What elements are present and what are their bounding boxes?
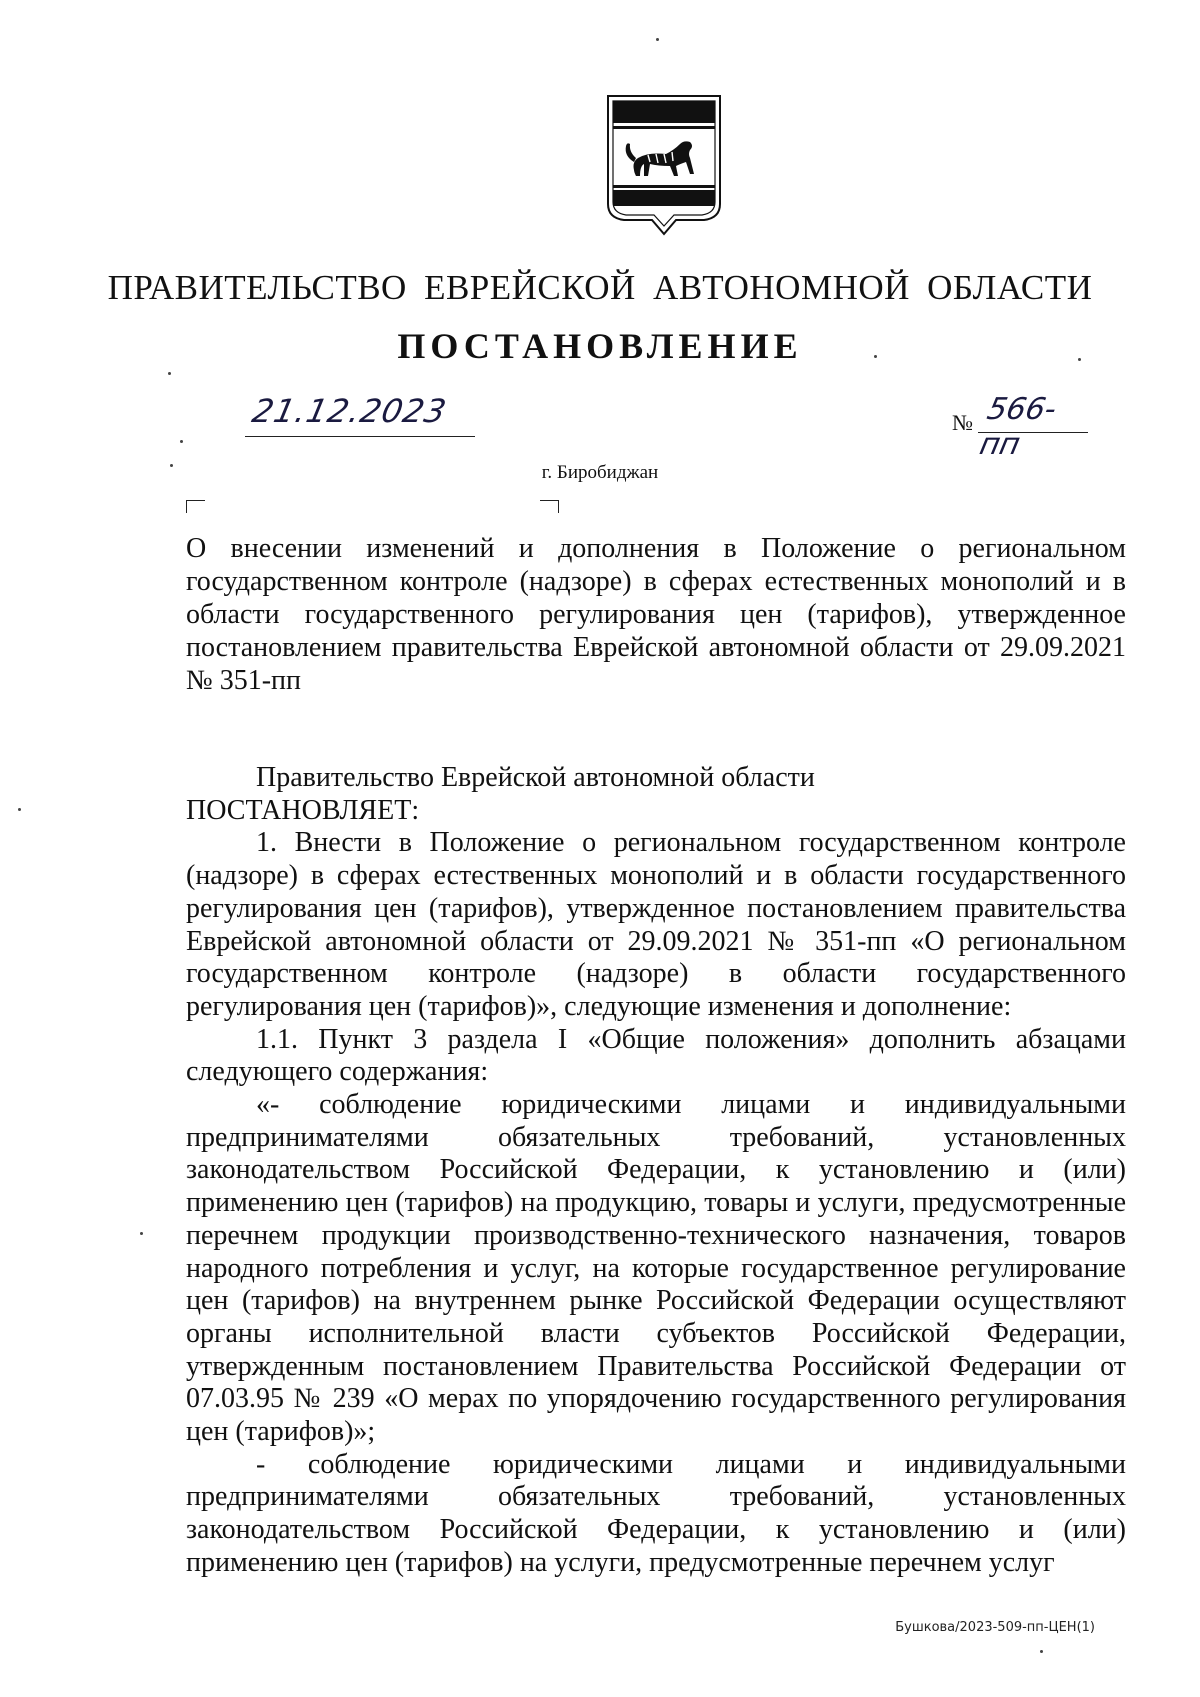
left-corner-mark — [186, 500, 205, 513]
handwritten-date — [245, 392, 475, 437]
quote-paragraph-2: - соблюдение юридическими лицами и индивидуальными предпринимателями обязательных требований, установленных законодательством Российской Федерации, к установлению и (или) применению цен (тарифов) на услуги, предусмотренные перечнем услуг — [186, 1448, 1126, 1578]
item-1-1: 1.1. Пункт 3 раздела I «Общие положения» дополнить абзацами следующего содержания: — [186, 1023, 1126, 1088]
resolves-heading: ПОСТАНОВЛЯЕТ: — [186, 794, 420, 826]
intro-paragraph: Правительство Еврейской автономной области — [256, 762, 815, 793]
scan-speck — [180, 440, 183, 443]
scan-speck — [18, 808, 21, 811]
date-value: 21.12.2023 — [248, 392, 451, 430]
right-corner-mark — [540, 500, 559, 513]
document-type-heading: ПОСТАНОВЛЕНИЕ — [397, 326, 803, 366]
document-subject: О внесении изменений и дополнения в Положение о региональном государственном контроле (надзоре) в сферах естественных монополий и в области государственного регулирования цен (тарифов), утвержденное постановлением правительства Еврейской автономной области от 29.09.2021 № 351-пп — [186, 533, 1126, 696]
number-label: № — [952, 410, 973, 435]
scan-speck — [874, 355, 877, 358]
scan-speck — [1040, 1650, 1043, 1653]
item-1: 1. Внести в Положение о региональном государственном контроле (надзоре) в сферах естественных монополий и в области государственного регулирования цен (тарифов), утвержденное постановлением правительства Еврейской автономной области от 29.09.2021 № 351-пп «О региональном государственном контроле (надзоре) в области государственного регулирования цен (тарифов)», следующие изменения и дополнение: — [186, 827, 1126, 1022]
handwritten-number — [976, 392, 1088, 462]
document-body — [186, 762, 1126, 1580]
scan-speck — [140, 1232, 143, 1235]
scan-speck — [170, 464, 173, 467]
scan-speck — [168, 372, 171, 375]
city-name: г. Биробиджан — [541, 462, 659, 483]
scan-speck — [656, 38, 659, 41]
document-number: 566-пп — [976, 392, 1060, 462]
scan-speck — [1078, 358, 1081, 361]
organization-title: ПРАВИТЕЛЬСТВО ЕВРЕЙСКОЙ АВТОНОМНОЙ ОБЛАСТИ — [107, 268, 1093, 307]
quote-paragraph-1: «- соблюдение юридическими лицами и индивидуальными предпринимателями обязательных требований, установленных законодательством Российской Федерации, к установлению и (или) применению цен (тарифов) на продукцию, товары и услуги, предусмотренные перечнем продукции производственно-технического назначения, товаров народного потребления и услуг, на которые государственное регулирование цен (тарифов) на внутреннем рынке Российской Федерации осуществляют органы исполнительной власти субъектов Российской Федерации, утвержденным постановлением Правительства Российской Федерации от 07.03.95 № 239 «О мерах по упорядочению государственного регулирования цен (тарифов)»; — [186, 1089, 1126, 1448]
coat-of-arms-emblem — [604, 92, 724, 237]
document-footer-code: Бушкова/2023-509-пп-ЦЕН(1) — [895, 1620, 1095, 1635]
